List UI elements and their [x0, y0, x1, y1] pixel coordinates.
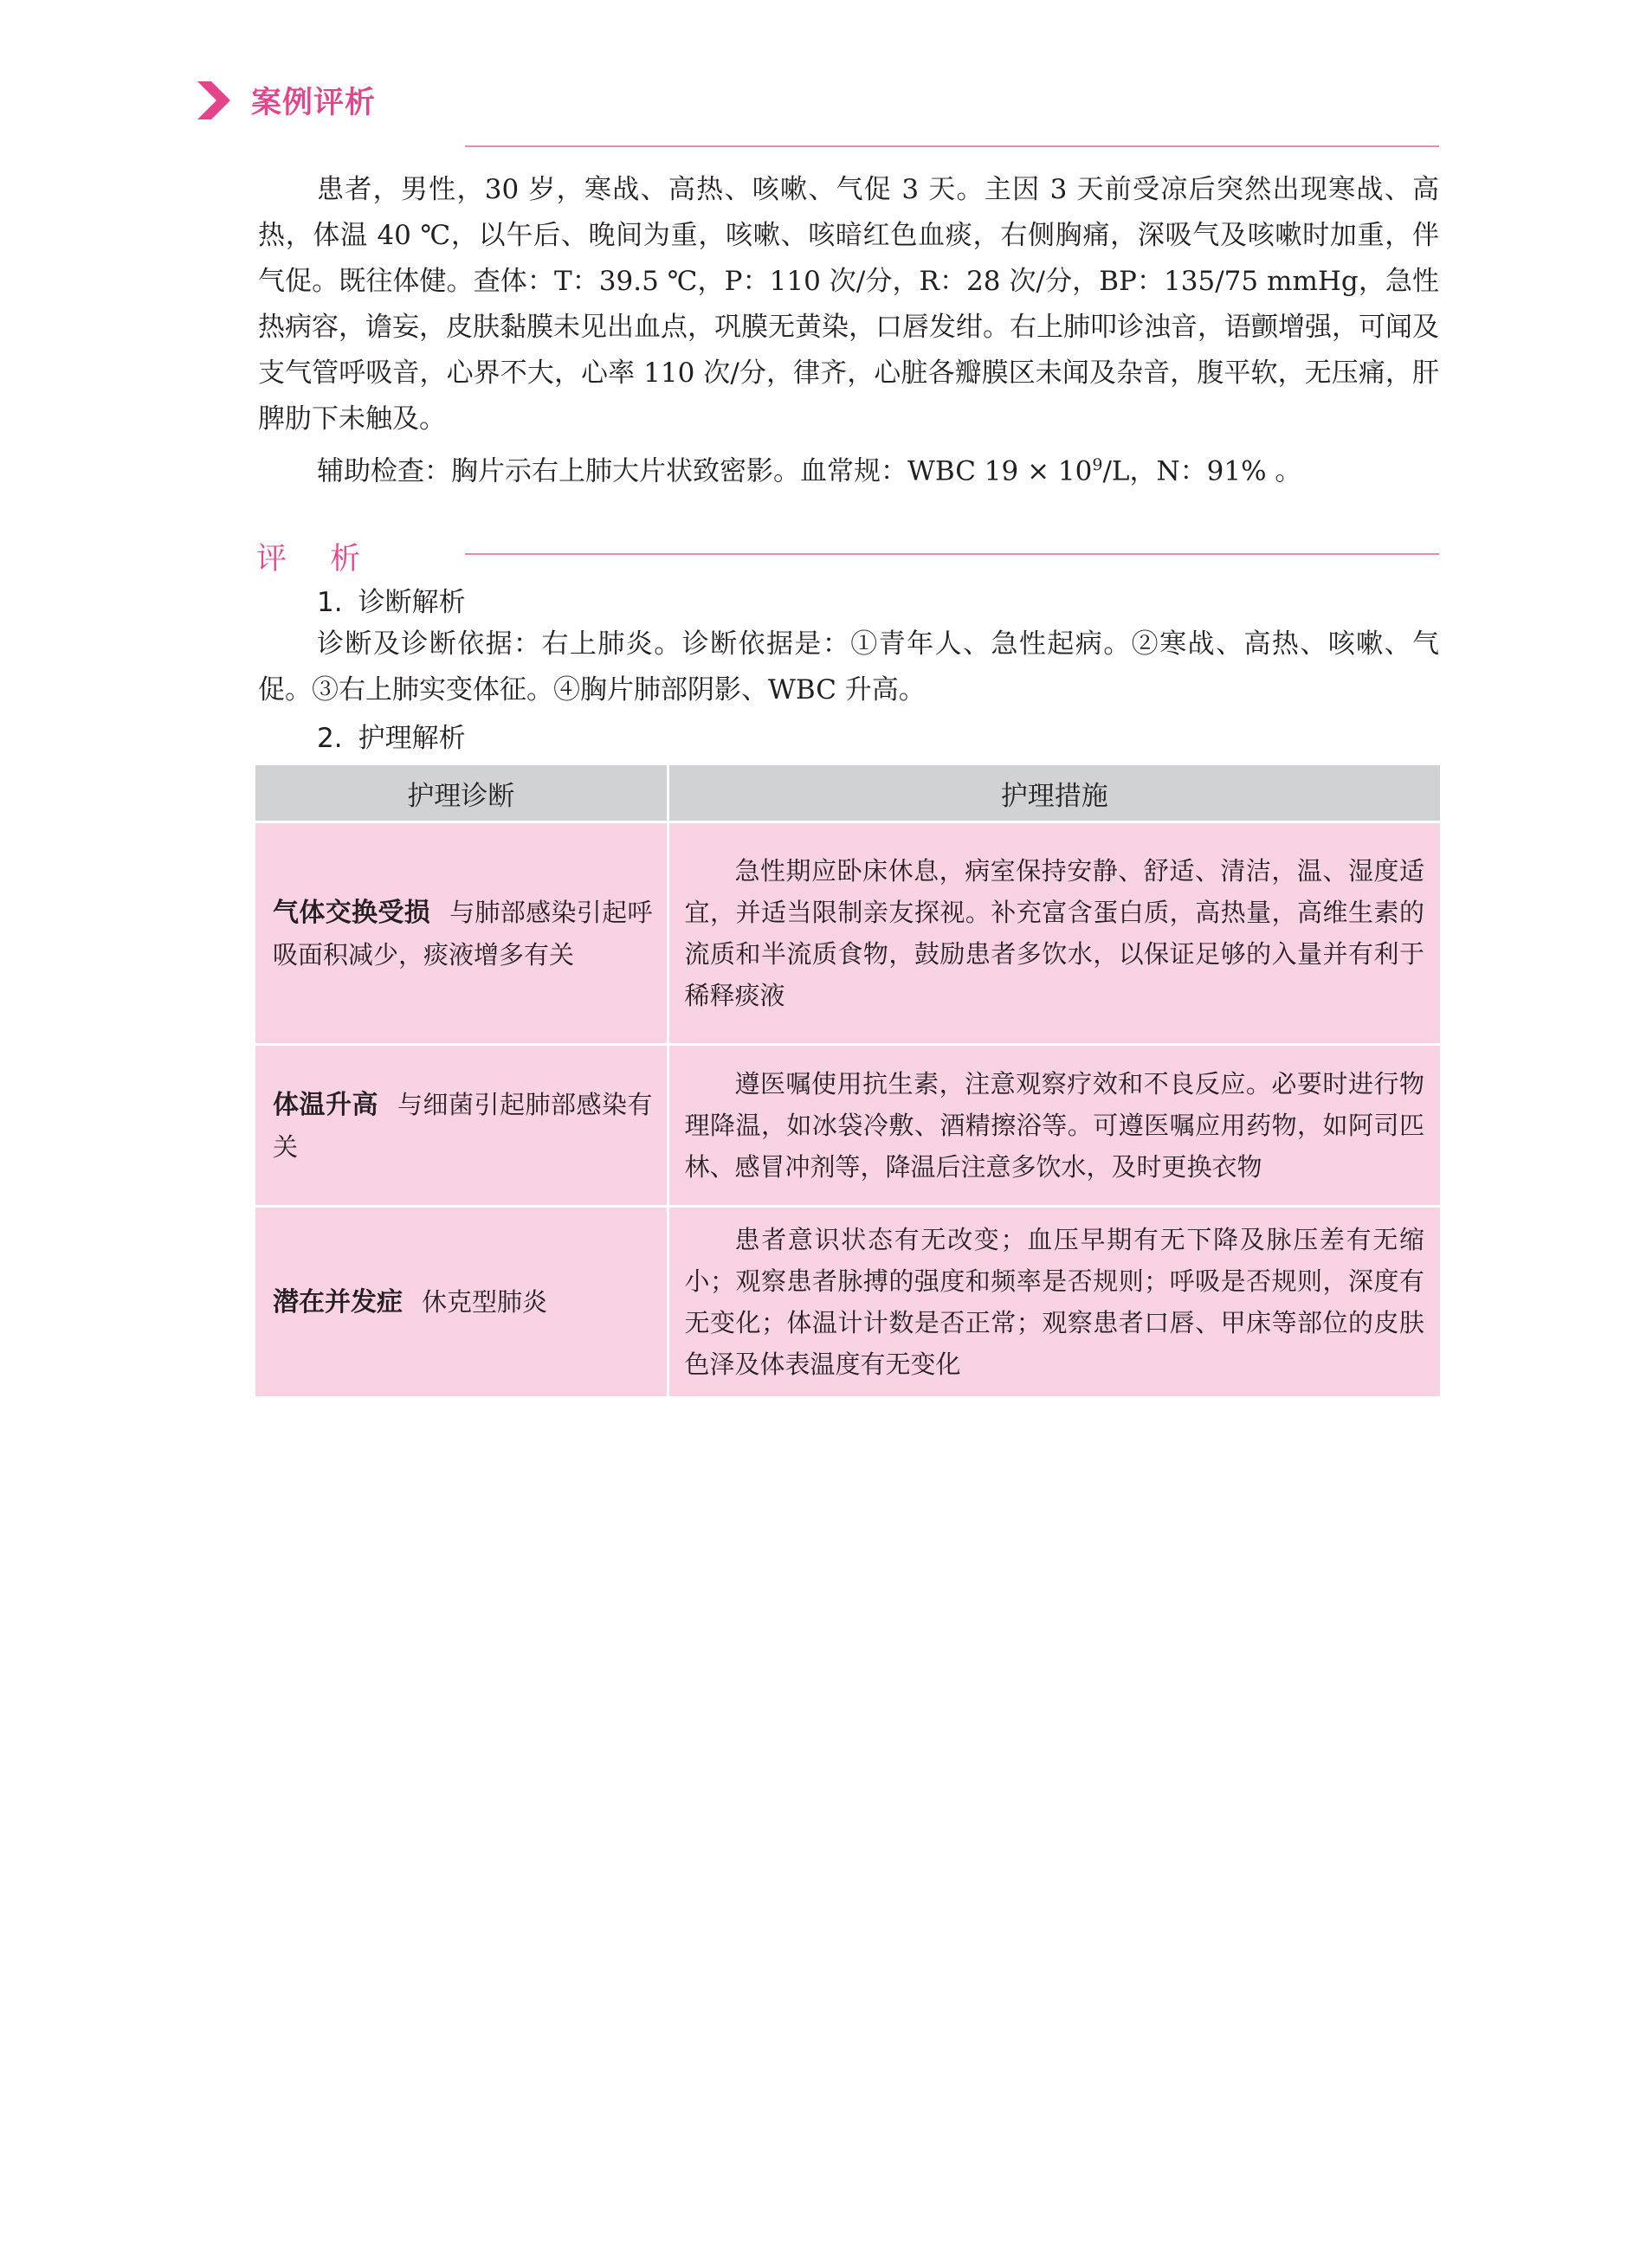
header-nursing-diagnosis: 护理诊断: [255, 765, 668, 822]
diagnosis-text: 诊断及诊断依据：右上肺炎。诊断依据是：①青年人、急性起病。②寒战、高热、咳嗽、气促。③右上肺实变体征。④胸片肺部阴影、WBC 升高。: [258, 628, 1439, 706]
analysis-heading: 评析: [256, 542, 404, 577]
table-row: [255, 1207, 1440, 1397]
header-nursing-measures: 护理措施: [668, 765, 1440, 822]
analysis-rule: [465, 553, 1439, 555]
header-rule: [465, 145, 1439, 147]
case-paragraph: 患者，男性，30 岁，寒战、高热、咳嗽、气促 3 天。主因 3 天前受凉后突然出现寒战、高热，体温 40 ℃，以午后、晚间为重，咳嗽、咳暗红色血痰，右侧胸痛，深吸气及咳嗽时加重，伴气促。既往体健。查体：T：39.5 ℃，P：110 次/分，R：28 次/分，BP：135/75 mmHg，急性热病容，谵妄，皮肤黏膜未见出血点，巩膜无黄染，口唇发绀。右上肺叩诊浊音，语颤增强，可闻及支气管呼吸音，心界不大，心率 110 次/分，律齐，心脏各瓣膜区未闻及杂音，腹平软，无压痛，肝脾肋下未触及。: [258, 174, 1440, 435]
diagnosis-cell: 潜在并发症 休克型肺炎: [255, 1207, 668, 1397]
table-row: [255, 822, 1440, 1045]
nursing-table: [255, 765, 1440, 1396]
nursing-subheading: 2. 护理解析: [317, 723, 466, 754]
chevron-right-icon: [197, 81, 232, 119]
measures-cell: 急性期应卧床休息，病室保持安静、舒适、清洁，温、湿度适宜，并适当限制亲友探视。补充富含蛋白质，高热量，高维生素的流质和半流质食物，鼓励患者多饮水，以保证足够的入量并有利于稀释痰液: [668, 822, 1440, 1045]
diagnosis-cell: 气体交换受损 与肺部感染引起呼吸面积减少，痰液增多有关: [255, 822, 668, 1045]
diagnosis-cell: 体温升高 与细菌引起肺部感染有关: [255, 1045, 668, 1207]
section-title: 案例评析: [251, 86, 377, 120]
section-header: [197, 76, 376, 125]
measures-cell: 患者意识状态有无改变；血压早期有无下降及脉压差有无缩小；观察患者脉搏的强度和频率是否规则；呼吸是否规则，深度有无变化；体温计计数是否正常；观察患者口唇、甲床等部位的皮肤色泽及体表温度有无变化: [668, 1207, 1440, 1397]
table-row: [255, 1045, 1440, 1207]
case-description: [258, 167, 1439, 494]
diagnosis-text-block: [258, 622, 1439, 713]
exponent: 9: [1092, 455, 1103, 474]
measures-cell: 遵医嘱使用抗生素，注意观察疗效和不良反应。必要时进行物理降温，如冰袋冷敷、酒精擦浴等。可遵医嘱应用药物，如阿司匹林、感冒冲剂等，降温后注意多饮水，及时更换衣物: [668, 1045, 1440, 1207]
diagnosis-subheading: 1. 诊断解析: [317, 587, 466, 618]
aux-exam-paragraph: 辅助检查：胸片示右上肺大片状致密影。血常规：WBC $19 \times 10^9/L$，N：91% 。: [317, 455, 1302, 487]
table-header-row: [255, 765, 1440, 822]
